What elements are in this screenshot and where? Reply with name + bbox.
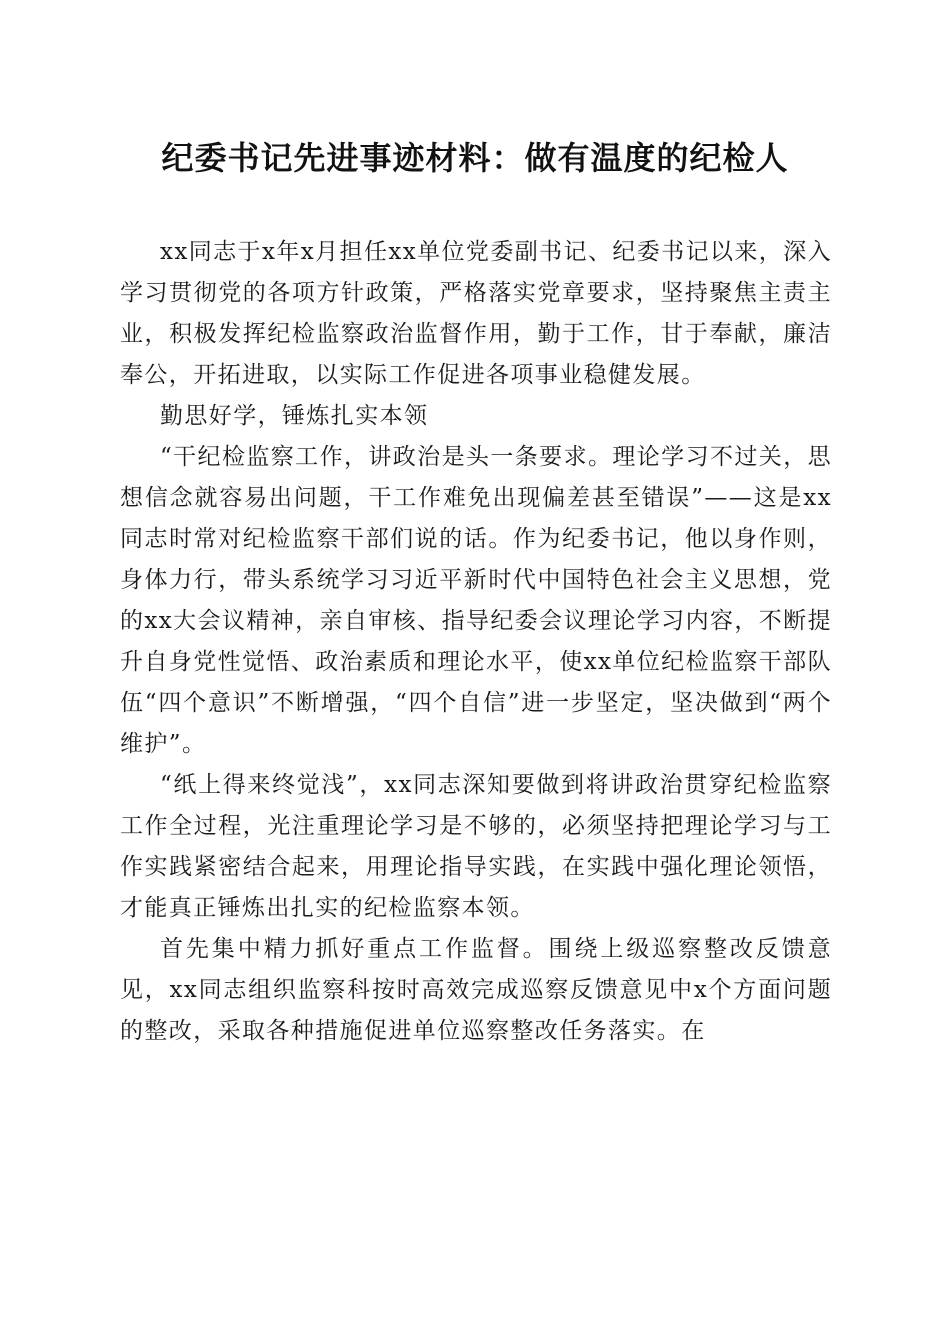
paragraph-study: “干纪检监察工作，讲政治是头一条要求。理论学习不过关，思想信念就容易出问题，干工作难免出现偏差甚至错误”——这是xx同志时常对纪检监察干部们说的话。作为纪委书记，他以身作则，身体力行，带头系统学习习近平新时代中国特色社会主义思想，党的xx大会议精神，亲自审核、指导纪委会议理论学习内容，不断提升自身党性觉悟、政治素质和理论水平，使xx单位纪检监察干部队伍“四个意识”不断增强，“四个自信”进一步坚定，坚决做到“两个维护”。 <box>120 444 832 757</box>
paragraph-supervision: 首先集中精力抓好重点工作监督。围绕上级巡察整改反馈意见，xx同志组织监察科按时高效完成巡察反馈意见中x个方面问题的整改，采取各种措施促进单位巡察整改任务落实。在 <box>120 936 832 1044</box>
paragraph-intro: xx同志于x年x月担任xx单位党委副书记、纪委书记以来，深入学习贯彻党的各项方针政策，严格落实党章要求，坚持聚焦主责主业，积极发挥纪检监察政治监督作用，勤于工作，甘于奉献，廉洁奉公，开拓进取，以实际工作促进各项事业稳健发展。 <box>120 239 832 388</box>
document-title: 纪委书记先进事迹材料：做有温度的纪检人 <box>161 139 789 177</box>
document-body <box>120 232 832 1052</box>
paragraph-practice: “纸上得来终觉浅”，xx同志深知要做到将讲政治贯穿纪检监察工作全过程，光注重理论学习是不够的，必须坚持把理论学习与工作实践紧密结合起来，用理论指导实践，在实践中强化理论领悟，才能真正锤炼出扎实的纪检监察本领。 <box>120 772 832 921</box>
section-heading: 勤思好学，锤炼扎实本领 <box>160 403 429 429</box>
